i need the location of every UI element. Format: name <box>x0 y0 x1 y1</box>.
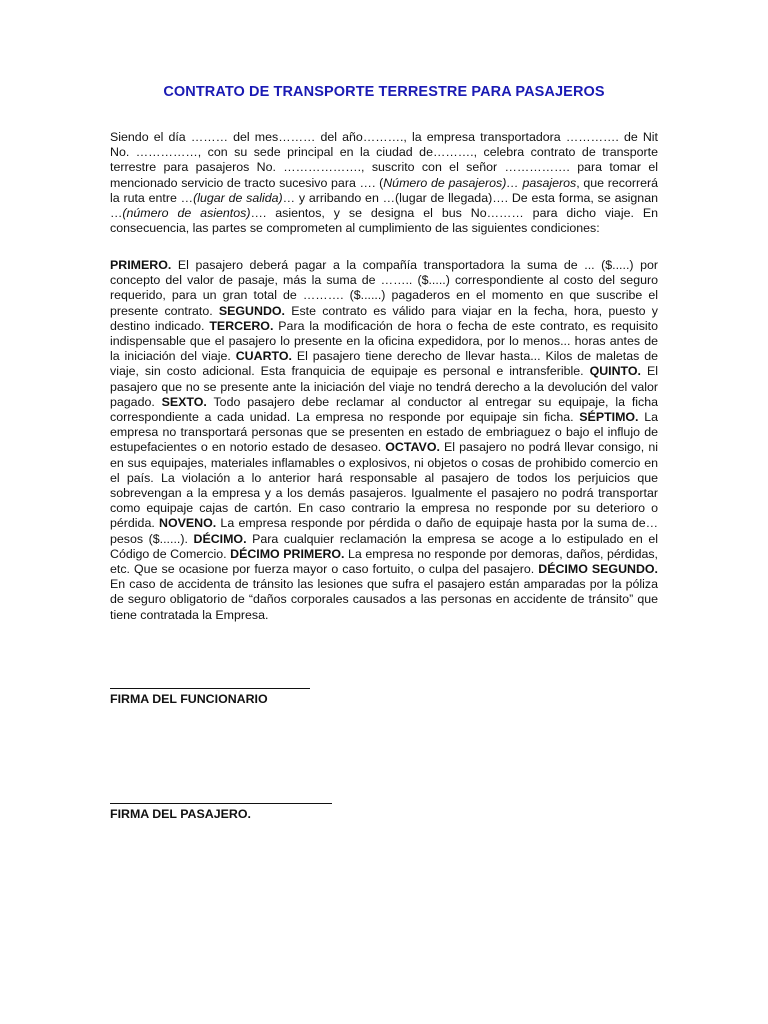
intro-italic-departure: (lugar de salida) <box>193 190 283 205</box>
clause-cuarto-text: El pasajero tiene derecho de llevar hasta... Kilos de maletas de viaje, sin costo adicional. Esta franquicia de equipaje es personal e intransferible. <box>110 349 658 379</box>
clause-tercero-label: TERCERO. <box>209 318 274 333</box>
clause-cuarto-label: CUARTO. <box>235 349 292 364</box>
clause-noveno-text: La empresa responde por pérdida o daño de equipaje hasta por la suma de… pesos ($......). <box>110 516 658 546</box>
clause-noveno-label: NOVENO. <box>159 516 217 531</box>
clause-segundo-label: SEGUNDO. <box>218 303 285 318</box>
clause-primero-label: PRIMERO. <box>110 258 172 272</box>
intro-italic-passengers: Número de pasajeros)… pasajeros <box>383 175 577 190</box>
signature-line-funcionario <box>110 688 310 689</box>
clause-primero-text: El pasajero deberá pagar a la compañía transportadora la suma de ... ($.....) por concepto del valor de pasaje, más la suma de …….. ($.....) correspondiente al costo del seguro requerido, para un gran total de ………. ($......) pagaderos en el momento en que suscribe el presente contrato. <box>110 258 658 318</box>
clause-decimo-primero-label: DÉCIMO PRIMERO. <box>230 546 345 561</box>
clause-decimo-text: Para cualquier reclamación la empresa se acoge a lo estipulado en el Código de Comercio. <box>110 531 658 561</box>
intro-paragraph <box>110 130 658 236</box>
signature-label-pasajero: FIRMA DEL PASAJERO. <box>110 807 251 821</box>
clause-decimo-segundo-text: En caso de accidenta de tránsito las lesiones que sufra el pasajero están amparadas por la póliza de seguro obligatorio de “daños corporales causados a las personas en accidente de tránsito” que tiene contratada la Empresa. <box>110 577 658 622</box>
clause-septimo-text: La empresa no transportará personas que se presenten en estado de embriaguez o bajo el influjo de estupefacientes o en notorio estado de desaseo. <box>110 410 658 455</box>
clause-decimo-primero-text: La empresa no responde por demoras, daños, pérdidas, etc. Que se ocasione por fuerza mayor o caso fortuito, o culpa del pasajero. <box>110 546 658 577</box>
clause-tercero-text: Para la modificación de hora o fecha de este contrato, es requisito indispensable que el pasajero lo presente en la oficina expedidora, por lo menos... horas antes de la iniciación del viaje. <box>110 318 658 364</box>
clause-decimo-label: DÉCIMO. <box>193 531 247 546</box>
clause-septimo-label: SÉPTIMO. <box>579 410 639 425</box>
intro-text-3: … y arribando en …(lugar de llegada)…. De esta forma, se asignan … <box>110 190 658 221</box>
clause-sexto-label: SEXTO. <box>161 394 207 409</box>
clauses-paragraph <box>110 258 658 623</box>
intro-text-4: …. asientos, y se designa el bus No……… para dicho viaje. En consecuencia, las partes se comprometen al cumplimiento de las siguientes condiciones: <box>110 206 658 236</box>
clause-segundo-text: Este contrato es válido para viajar en la fecha, hora, puesto y destino indicado. <box>110 303 658 333</box>
signature-label-funcionario: FIRMA DEL FUNCIONARIO <box>110 692 268 706</box>
clause-decimo-segundo-label: DÉCIMO SEGUNDO. <box>538 562 658 577</box>
intro-text-2: , que recorrerá la ruta entre … <box>110 175 659 205</box>
clause-quinto-text: El pasajero que no se presente ante la iniciación del viaje no tendrá derecho a la devolución del valor pagado. <box>110 364 658 409</box>
clause-sexto-text: Todo pasajero debe reclamar al conductor al entregar su equipaje, la ficha correspondiente a cada unidad. La empresa no responde por equipaje sin ficha. <box>110 394 658 425</box>
signature-line-pasajero <box>110 803 332 804</box>
clause-octavo-text: El pasajero no podrá llevar consigo, ni en sus equipajes, materiales inflamables o explosivos, ni objetos o cosas de prohibido comercio en el país. La violación a lo anterior hará responsable al pasajero de todos los perjuicios que sobrevengan a la empresa y a los demás pasajeros. Igualmente el pasajero no podrá transportar como equipaje cajas de cartón. En caso contrario la empresa no responde por su deterioro o pérdida. <box>110 440 658 531</box>
intro-italic-seats: (número de asientos) <box>122 206 251 221</box>
intro-text-1: Siendo el día ……… del mes……… del año………., la empresa transportadora …………. de Nit No. ……………, con su sede principal en la ciudad de………., celebra contrato de transporte terrestre para pasajeros No. ………………., suscrito con el señor ……………. para tomar el mencionado servicio de tracto sucesivo para …. ( <box>110 130 658 190</box>
clause-octavo-label: OCTAVO. <box>385 440 440 455</box>
page-title: CONTRATO DE TRANSPORTE TERRESTRE PARA PASAJEROS <box>163 84 605 100</box>
clause-quinto-label: QUINTO. <box>589 364 641 379</box>
